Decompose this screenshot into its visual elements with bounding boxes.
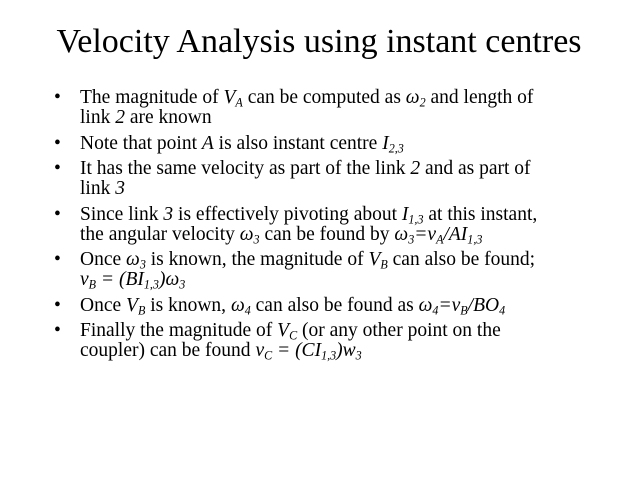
bullet-item xyxy=(46,134,606,154)
bullet-marker: • xyxy=(54,132,61,154)
math-symbol: /BO xyxy=(467,294,500,316)
subscript: A xyxy=(235,95,243,110)
text-run: can also be found as xyxy=(250,294,419,316)
bullet-list xyxy=(46,88,606,367)
text-run: is known, xyxy=(145,294,231,316)
text-run: (or any other point on the xyxy=(297,320,501,341)
bullet-marker: • xyxy=(54,320,61,341)
text-run: The magnitude of xyxy=(80,87,224,108)
text-run: the angular velocity xyxy=(80,223,240,245)
text-run: are known xyxy=(124,107,212,128)
text-run: is known, the magnitude of xyxy=(145,249,369,270)
bullet-line xyxy=(80,270,606,290)
subscript: B xyxy=(137,303,146,318)
subscript: C xyxy=(264,348,273,363)
math-symbol: I xyxy=(401,203,409,225)
math-symbol: /AI xyxy=(443,223,468,245)
bullet-item xyxy=(46,321,606,361)
math-symbol: V xyxy=(223,87,236,108)
subscript: B xyxy=(88,277,97,292)
text-run: can be found by xyxy=(259,223,395,245)
bullet-marker: • xyxy=(54,87,61,108)
text-run: link xyxy=(80,178,116,199)
bullet-line xyxy=(80,341,606,361)
bullet-marker: • xyxy=(54,294,61,316)
bullet-line xyxy=(80,250,606,270)
text-run: Note that point xyxy=(80,132,202,154)
text-run: at this instant, xyxy=(423,203,538,225)
subscript: 4 xyxy=(244,303,251,318)
bullet-line xyxy=(80,225,606,245)
math-symbol: ω xyxy=(405,87,420,108)
subscript: 2,3 xyxy=(388,141,404,156)
math-symbol: ω xyxy=(418,294,433,316)
subscript: C xyxy=(289,328,298,343)
math-symbol: V xyxy=(126,294,138,316)
bullet-item xyxy=(46,296,606,316)
math-symbol: v xyxy=(80,269,89,290)
subscript: 3 xyxy=(355,348,362,363)
subscript: 2 xyxy=(419,95,426,110)
subscript: 1,3 xyxy=(408,212,424,227)
subscript: B xyxy=(380,257,388,272)
slide-title: Velocity Analysis using instant centres xyxy=(56,23,582,60)
subscript: 3 xyxy=(139,257,146,272)
text-run: can also be found; xyxy=(387,249,536,270)
math-symbol: I xyxy=(382,132,389,154)
bullet-line xyxy=(80,134,606,154)
text-run: Once xyxy=(80,249,127,270)
math-symbol: )ω xyxy=(158,269,180,290)
text-run: Since link xyxy=(80,203,164,225)
subscript: 1,3 xyxy=(467,232,483,247)
subscript: 1,3 xyxy=(143,277,159,292)
text-run: link xyxy=(80,107,116,128)
subscript: 1,3 xyxy=(321,348,337,363)
math-symbol: V xyxy=(277,320,290,341)
math-symbol: 3 xyxy=(163,203,174,225)
bullet-item xyxy=(46,205,606,245)
bullet-item xyxy=(46,250,606,290)
bullet-marker: • xyxy=(54,158,61,179)
math-symbol: =v xyxy=(438,294,461,316)
math-symbol: 3 xyxy=(115,178,125,199)
bullet-item xyxy=(46,159,606,199)
bullet-marker: • xyxy=(54,203,61,225)
bullet-line xyxy=(80,321,606,341)
subscript: 4 xyxy=(432,303,439,318)
math-symbol: = (CI xyxy=(272,340,322,361)
text-run: is also instant centre xyxy=(213,132,383,154)
math-symbol: )w xyxy=(336,340,356,361)
math-symbol: A xyxy=(201,132,214,154)
math-symbol: ω xyxy=(230,294,245,316)
bullet-line xyxy=(80,296,606,316)
subscript: 3 xyxy=(179,277,186,292)
text-run: coupler) can be found xyxy=(80,340,256,361)
subscript: 4 xyxy=(499,303,506,318)
math-symbol: ω xyxy=(394,223,409,245)
math-symbol: ω xyxy=(239,223,254,245)
math-symbol: =v xyxy=(414,223,437,245)
text-run: can be computed as xyxy=(242,87,406,108)
bullet-line xyxy=(80,179,606,199)
math-symbol: V xyxy=(368,249,381,270)
bullet-line xyxy=(80,205,606,225)
text-run: It has the same velocity as part of the link xyxy=(80,158,411,179)
subscript: A xyxy=(436,232,444,247)
subscript: 3 xyxy=(253,232,260,247)
subscript: 3 xyxy=(408,232,415,247)
math-symbol: 2 xyxy=(410,158,421,179)
text-run: and length of xyxy=(425,87,534,108)
bullet-line xyxy=(80,159,606,179)
math-symbol: ω xyxy=(126,249,140,270)
text-run: is effectively pivoting about xyxy=(173,203,402,225)
bullet-item xyxy=(46,88,606,128)
math-symbol: 2 xyxy=(115,107,125,128)
bullet-line xyxy=(80,88,606,108)
text-run: Once xyxy=(80,294,127,316)
text-run: and as part of xyxy=(420,158,531,179)
bullet-marker: • xyxy=(54,249,61,270)
text-run: Finally the magnitude of xyxy=(80,320,278,341)
bullet-line xyxy=(80,108,606,128)
math-symbol: = (BI xyxy=(96,269,144,290)
subscript: B xyxy=(460,303,468,318)
math-symbol: v xyxy=(255,340,265,361)
